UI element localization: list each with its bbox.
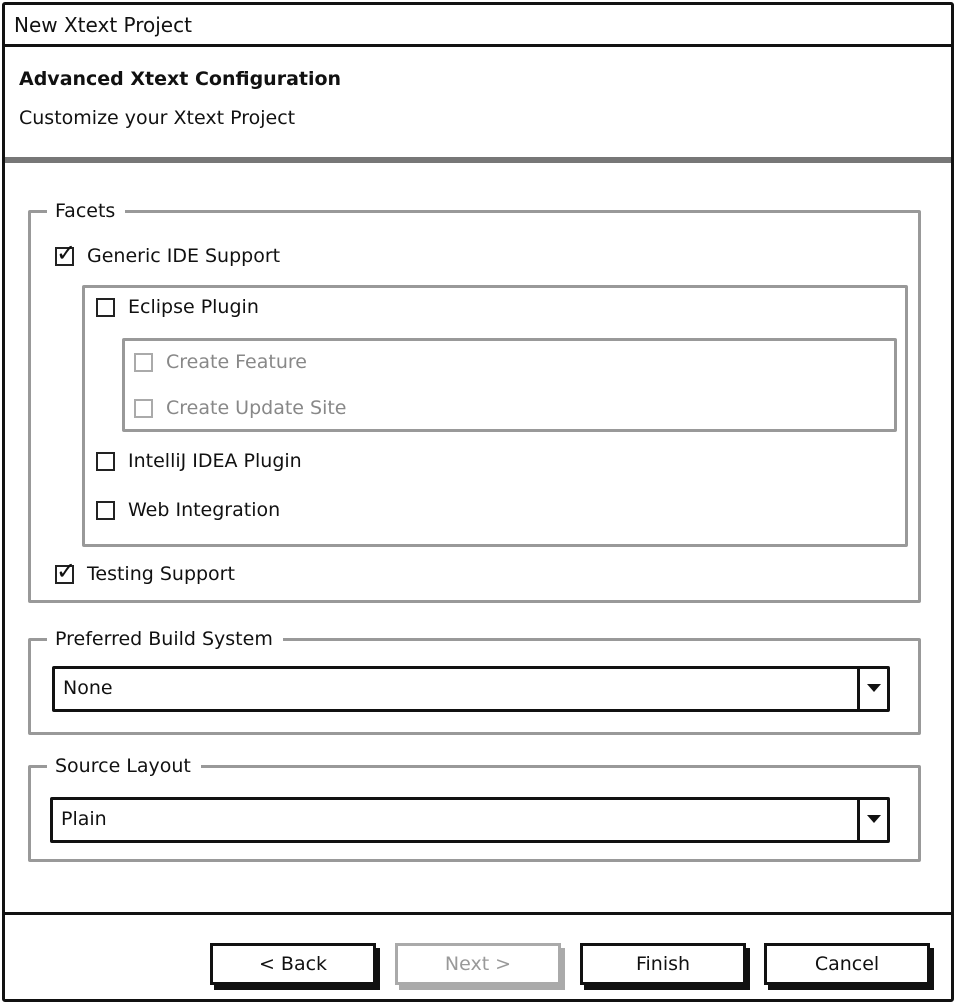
select-value: None — [63, 677, 113, 699]
window-title: New Xtext Project — [14, 13, 192, 37]
cancel-button[interactable]: Cancel — [764, 943, 930, 985]
checkbox-label: Web Integration — [128, 499, 281, 521]
checkbox-box — [96, 501, 115, 520]
check-icon: ✓ — [56, 238, 77, 267]
build-system-legend: Preferred Build System — [47, 626, 283, 652]
eclipse-plugin-checkbox[interactable] — [96, 296, 259, 318]
create-feature-checkbox[interactable] — [134, 351, 307, 373]
finish-button[interactable]: Finish — [580, 943, 746, 985]
checkbox-label: Create Feature — [166, 351, 307, 373]
next-button[interactable]: Next > — [395, 943, 561, 985]
intellij-plugin-checkbox[interactable] — [96, 450, 302, 472]
ide-support-subgroup — [82, 285, 908, 547]
checkbox-box — [134, 353, 153, 372]
checkbox-label: Eclipse Plugin — [128, 296, 259, 318]
button-bar — [5, 912, 951, 975]
dropdown-arrow-icon[interactable] — [857, 669, 887, 709]
page-subtitle: Customize your Xtext Project — [19, 107, 296, 129]
wizard-header — [5, 47, 951, 163]
check-icon: ✓ — [56, 556, 77, 585]
checkbox-label: Generic IDE Support — [87, 245, 281, 267]
build-system-select[interactable] — [52, 666, 890, 712]
facets-group — [28, 200, 921, 603]
create-update-site-checkbox[interactable] — [134, 397, 347, 419]
source-layout-select[interactable] — [50, 797, 890, 843]
wizard-window — [2, 2, 954, 1002]
generic-ide-support-checkbox[interactable] — [55, 238, 281, 267]
checkbox-box — [55, 556, 77, 585]
testing-support-checkbox[interactable] — [55, 556, 235, 585]
checkbox-box — [96, 452, 115, 471]
dropdown-arrow-icon[interactable] — [857, 800, 887, 840]
checkbox-box — [134, 399, 153, 418]
checkbox-label: Testing Support — [87, 563, 235, 585]
web-integration-checkbox[interactable] — [96, 499, 280, 521]
title-bar — [5, 5, 951, 47]
facets-legend: Facets — [47, 198, 125, 224]
checkbox-label: IntelliJ IDEA Plugin — [128, 450, 302, 472]
select-value: Plain — [61, 808, 107, 830]
checkbox-box — [96, 298, 115, 317]
build-system-group — [28, 628, 921, 735]
page-title: Advanced Xtext Configuration — [19, 68, 342, 90]
source-layout-group — [28, 755, 921, 862]
checkbox-box — [55, 238, 77, 267]
checkbox-label: Create Update Site — [166, 397, 347, 419]
eclipse-plugin-subgroup — [122, 338, 897, 432]
source-layout-legend: Source Layout — [47, 753, 201, 779]
back-button[interactable]: < Back — [210, 943, 376, 985]
